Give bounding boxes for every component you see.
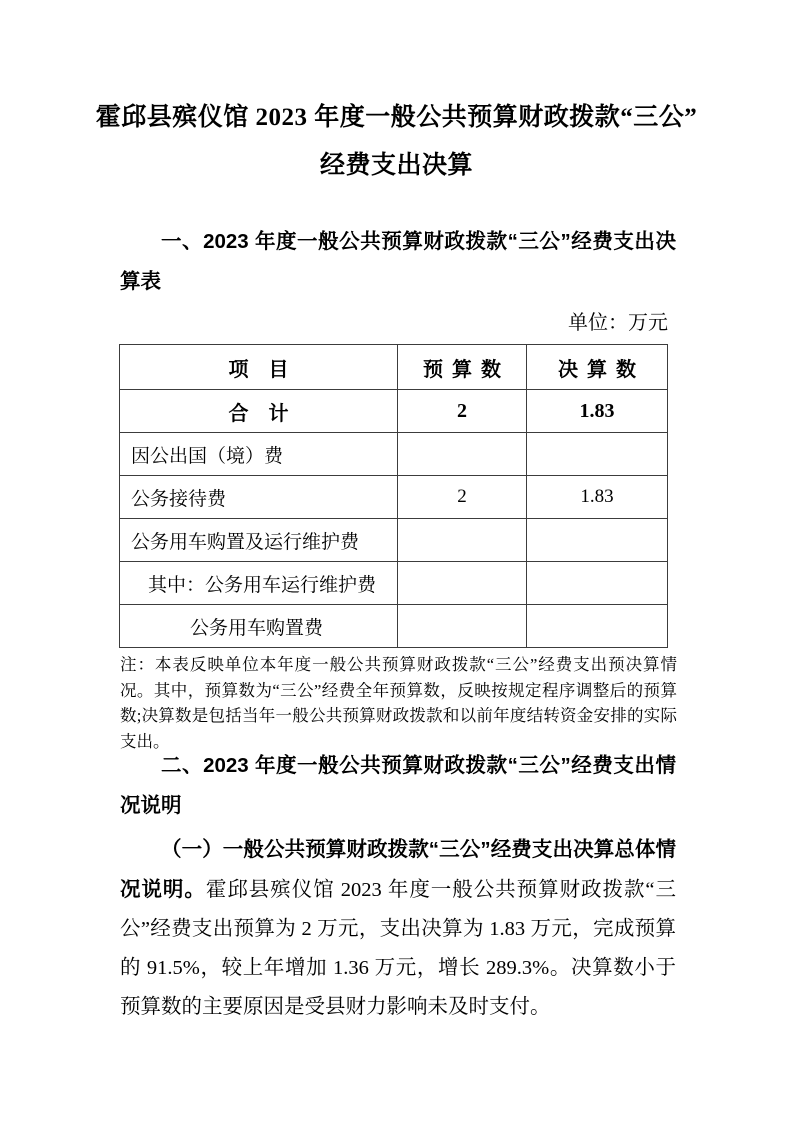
cell-budget <box>398 433 527 476</box>
table-row-total <box>120 390 668 433</box>
section2-paragraph1 <box>120 830 676 1027</box>
cell-item: 合 计 <box>120 390 398 433</box>
table-row-reception <box>120 476 668 519</box>
table-row-vehicle-total <box>120 519 668 562</box>
cell-final: 1.83 <box>527 390 668 433</box>
cell-final: 1.83 <box>527 476 668 519</box>
cell-budget <box>398 519 527 562</box>
cell-item: 因公出国（境）费 <box>120 433 398 476</box>
cell-budget: 2 <box>398 390 527 433</box>
cell-budget: 2 <box>398 476 527 519</box>
three-public-expense-table <box>119 344 668 648</box>
cell-final <box>527 562 668 605</box>
column-header-final: 决 算 数 <box>527 345 668 390</box>
cell-item: 公务用车购置费 <box>120 605 398 648</box>
table-header-row <box>120 345 668 390</box>
cell-item: 公务接待费 <box>120 476 398 519</box>
table-note: 注：本表反映单位本年度一般公共预算财政拨款“三公”经费支出预决算情况。其中，预算数为“三公”经费全年预算数，反映按规定程序调整后的预算数;决算数是包括当年一般公共预算财政拨款和以前年度结转资金安排的实际支出。 <box>120 655 677 751</box>
cell-item: 其中：公务用车运行维护费 <box>120 562 398 605</box>
paragraph1-lead-bold: （一）一般公共预算财政拨款“三公”经费支出决算总体情况说明。 <box>120 838 676 901</box>
document-title-line2: 经费支出决算 <box>319 152 473 179</box>
document-title-line1: 霍邱县殡仪馆 2023 年度一般公共预算财政拨款“三公” <box>95 104 698 131</box>
table-row-vehicle-purchase <box>120 605 668 648</box>
section2-heading: 二、2023 年度一般公共预算财政拨款“三公”经费支出情况说明 <box>120 754 676 817</box>
cell-final <box>527 605 668 648</box>
cell-item: 公务用车购置及运行维护费 <box>120 519 398 562</box>
column-header-budget: 预 算 数 <box>398 345 527 390</box>
cell-final <box>527 433 668 476</box>
cell-budget <box>398 605 527 648</box>
unit-label: 单位：万元 <box>568 312 668 334</box>
cell-budget <box>398 562 527 605</box>
table-row-abroad <box>120 433 668 476</box>
column-header-item: 项 目 <box>120 345 398 390</box>
section1-heading: 一、2023 年度一般公共预算财政拨款“三公”经费支出决算表 <box>120 230 676 293</box>
cell-final <box>527 519 668 562</box>
paragraph1-body-text: 霍邱县殡仪馆 2023 年度一般公共预算财政拨款“三公”经费支出预算为 2 万元，支出决算为 1.83 万元，完成预算的 91.5%，较上年增加 1.36 万元，增长 289.3%。决算数小于预算数的主要原因是受县财力影响未及时支付。 <box>120 879 677 1018</box>
document-title <box>0 94 793 190</box>
table-row-vehicle-operation <box>120 562 668 605</box>
